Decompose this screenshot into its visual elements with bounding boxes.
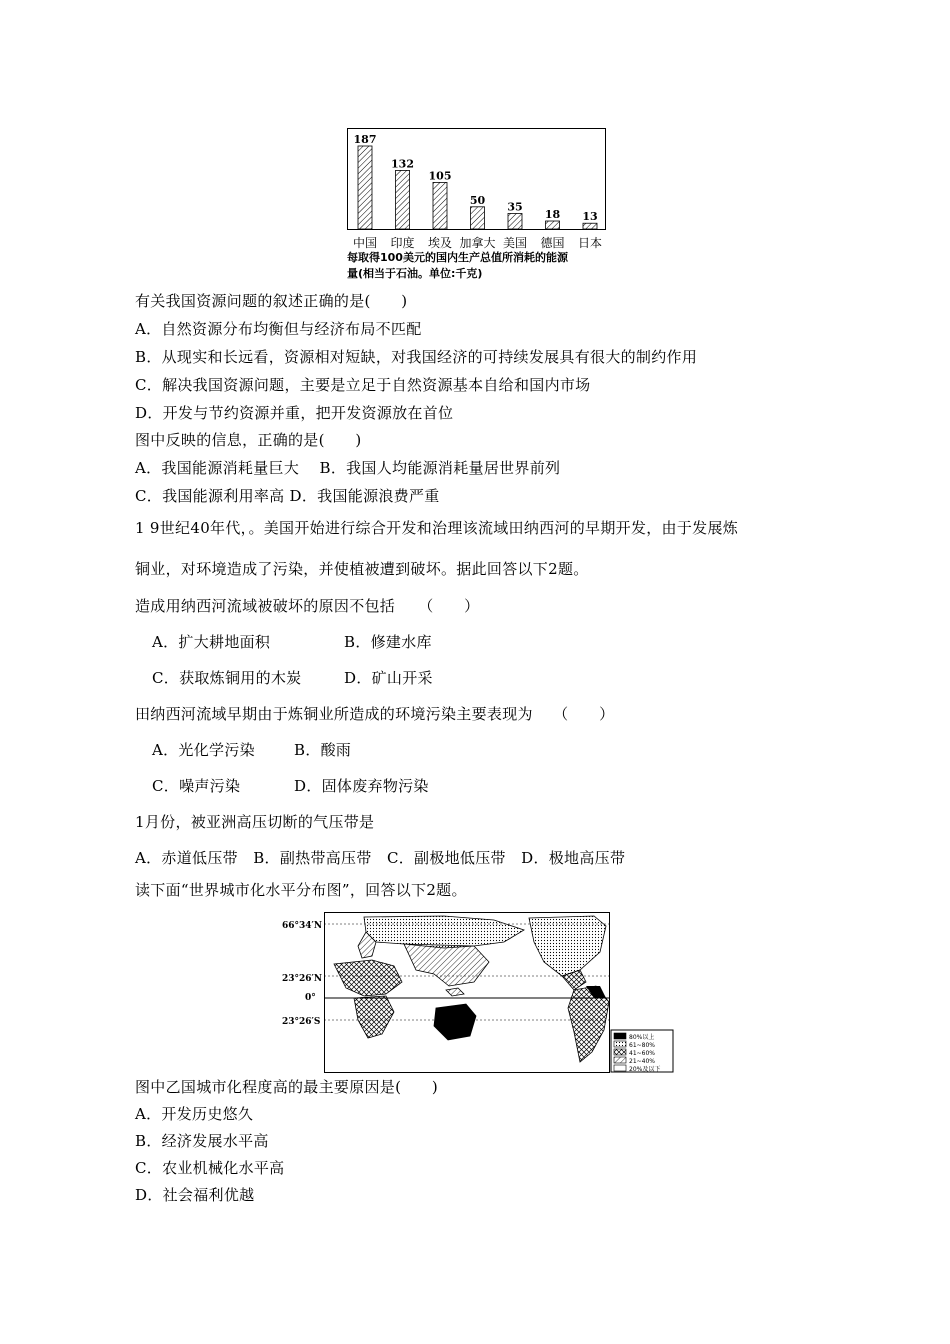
bar-0 [358,146,372,229]
legend-swatch [614,1057,626,1063]
lat-label-equator: 0° [305,993,316,1003]
bar-value-label: 105 [428,169,452,183]
legend-swatch [614,1065,626,1071]
q6-option-a: A．开发历史悠久 [135,1105,254,1123]
bar-4 [508,213,522,229]
category-label: 加拿大 [459,236,496,250]
q3-option-d: D．矿山开采 [344,669,433,687]
category-label: 美国 [502,236,527,250]
q4-option-c: C．噪声污染 [152,777,241,795]
q3-stem: 造成用纳西河流域被破坏的原因不包括 （ ） [135,597,480,615]
q4-options-ab [152,740,351,760]
legend-label: 80%以上 [629,1034,655,1041]
energy-consumption-bar-chart [347,128,607,232]
bar-3 [471,207,485,229]
lat-label-tropic-cancer: 23°26′N [282,974,323,984]
lat-label-arctic: 66°34′N [282,921,323,931]
legend-swatch [614,1033,626,1039]
q6-option-b: B．经济发展水平高 [135,1132,269,1150]
legend-label: 41~60% [629,1050,655,1057]
q4-options-cd [152,776,429,796]
legend-label: 21~40% [629,1058,655,1065]
world-urbanization-map [324,912,674,1074]
lat-label-tropic-capricorn: 23°26′S [282,1017,321,1027]
q3-options-cd [152,668,433,688]
q3-option-c: C．获取炼铜用的木炭 [152,669,302,687]
bar-value-label: 132 [391,157,414,171]
bar-1 [396,170,410,229]
q2-options-ab: A．我国能源消耗量巨大 B．我国人均能源消耗量居世界前列 [135,459,561,477]
legend-swatch [614,1041,626,1047]
category-label: 埃及 [427,236,452,250]
legend-swatch [614,1049,626,1055]
bar-value-label: 35 [507,200,523,214]
q1-option-b: B．从现实和长远看，资源相对短缺，对我国经济的可持续发展具有很大的制约作用 [135,348,698,366]
passage-line1: 1 9世纪40年代，。美国开始进行综合开发和治理该流域田纳西河的早期开发，由于发展炼 [135,519,739,537]
q6-option-d: D．社会福利优越 [135,1186,255,1204]
q3-option-a: A．扩大耕地面积 [152,633,271,651]
bar-value-label: 187 [353,133,377,146]
bar-value-label: 50 [469,193,486,207]
category-label: 日本 [577,236,602,250]
q5-stem: 1月份，被亚洲高压切断的气压带是 [135,813,375,831]
category-label: 印度 [390,236,415,250]
category-label: 中国 [352,236,377,250]
q4-option-a: A．光化学污染 [152,741,255,759]
q2-stem: 图中反映的信息，正确的是( ) [135,431,362,449]
q2-options-cd: C．我国能源利用率高 D．我国能源浪费严重 [135,487,440,505]
q1-stem: 有关我国资源问题的叙述正确的是( ) [135,292,408,310]
q6-option-c: C．农业机械化水平高 [135,1159,285,1177]
bar-value-label: 13 [582,210,598,224]
chart-caption-line2: 量(相当于石油。单位:千克) [347,267,483,280]
q5-options: A．赤道低压带 B．副热带高压带 C．副极地低压带 D．极地高压带 [135,849,626,867]
q1-option-c: C．解决我国资源问题，主要是立足于自然资源基本自给和国内市场 [135,376,591,394]
q1-option-a: A．自然资源分布均衡但与经济布局不匹配 [135,320,422,338]
q4-stem: 田纳西河流域早期由于炼铜业所造成的环境污染主要表现为 （ ） [135,705,615,723]
q3-options-ab [152,632,432,652]
chart-caption-line1: 每取得100美元的国内生产总值所消耗的能源 [347,251,568,264]
bar-6 [583,223,597,229]
q6-intro: 读下面“世界城市化水平分布图”，回答以下2题。 [135,881,467,899]
legend-label: 61~80% [629,1042,655,1049]
bar-5 [546,221,560,229]
category-label: 德国 [540,236,565,250]
q4-option-d: D．固体废弃物污染 [294,777,429,795]
q1-option-d: D．开发与节约资源并重，把开发资源放在首位 [135,404,454,422]
bar-2 [433,182,447,229]
passage-line2: 铜业，对环境造成了污染，并使植被遭到破坏。据此回答以下2题。 [135,560,589,578]
q6-stem: 图中乙国城市化程度高的最主要原因是( ) [135,1078,439,1096]
legend-label: 20%及以下 [629,1066,661,1073]
q3-option-b: B．修建水库 [344,633,432,651]
bar-value-label: 18 [544,208,561,222]
q4-option-b: B．酸雨 [294,741,352,759]
